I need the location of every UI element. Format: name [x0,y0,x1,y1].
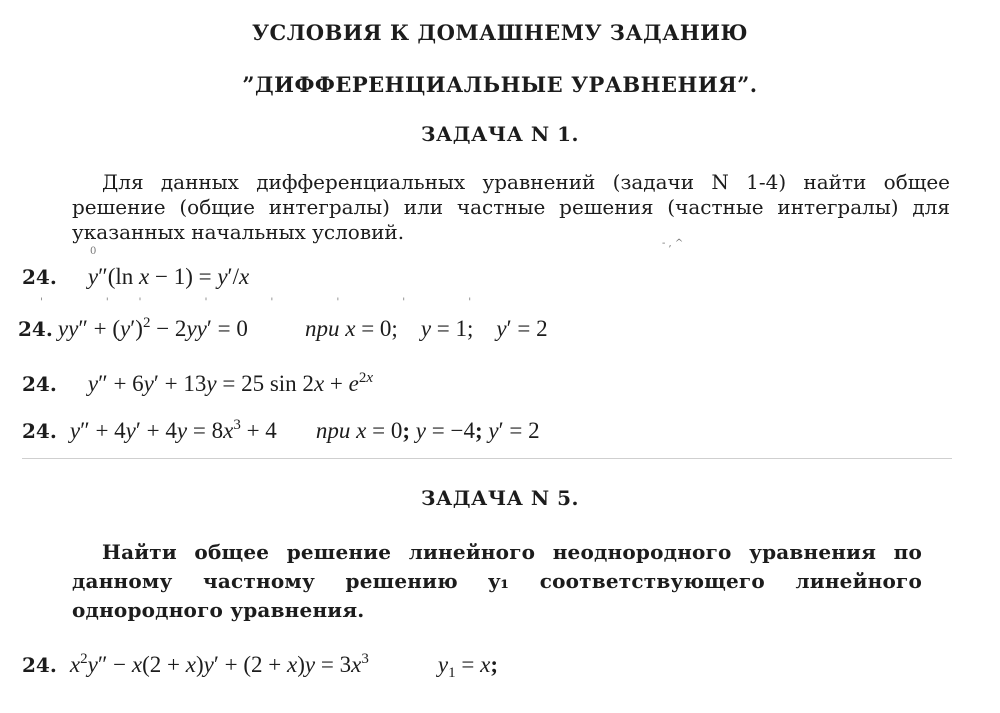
initial-conditions: при x = 0; y = 1; y′ = 2 [304,316,548,341]
problem-number: 24. [22,265,57,289]
particular-solution: $y_1 = x$; [437,652,498,681]
equation: $yy'' + (y')^2 - 2yy' = 0$ [57,315,248,341]
problem-number: 24. [22,419,57,443]
problem-number: 24. [18,317,53,341]
task5-instructions: Найти общее решение линейного неоднородного уравнения по данному частному решению y₁ соответствующего линейного однородного уравнения. [72,540,922,622]
problem-4 [22,418,540,444]
problem-number: 24. [22,653,57,677]
section-divider [22,458,952,459]
scan-artifact: ' '' ' ' ' ' ' [40,297,502,308]
task5-problem [22,651,498,681]
problem-2 [18,316,548,342]
scan-artifact: 0 [90,246,97,257]
task1-title: ЗАДАЧА N 1. [421,122,579,146]
task1-instructions: Для данных дифференциальных уравнений (задачи N 1-4) найти общее решение (общие интегралы) или частные решения (частные интегралы) для указанных начальных условий. [72,170,950,244]
problem-number: 24. [22,372,57,396]
problem-1 [22,264,249,290]
scan-artifact: - , ^ [662,238,684,249]
equation: $x^2y'' - x(2 + x)y' + (2 + x)y = 3x^3$ [69,651,369,677]
initial-conditions: при x = 0; y = −4; y′ = 2 [315,418,540,443]
equation: $y'' + 4y' + 4y = 8x^3 + 4$ [69,417,277,443]
document-subtitle: ”ДИФФЕРЕНЦИАЛЬНЫЕ УРАВНЕНИЯ”. [242,72,758,97]
equation: y″(ln x − 1) = y′/x [87,264,250,289]
problem-3 [22,371,373,397]
task5-title: ЗАДАЧА N 5. [421,486,579,510]
equation: y″ + 6y′ + 13y = 25 $\sin 2x + e^{2x}$ [87,370,374,396]
document-title: УСЛОВИЯ К ДОМАШНЕМУ ЗАДАНИЮ [251,20,749,45]
